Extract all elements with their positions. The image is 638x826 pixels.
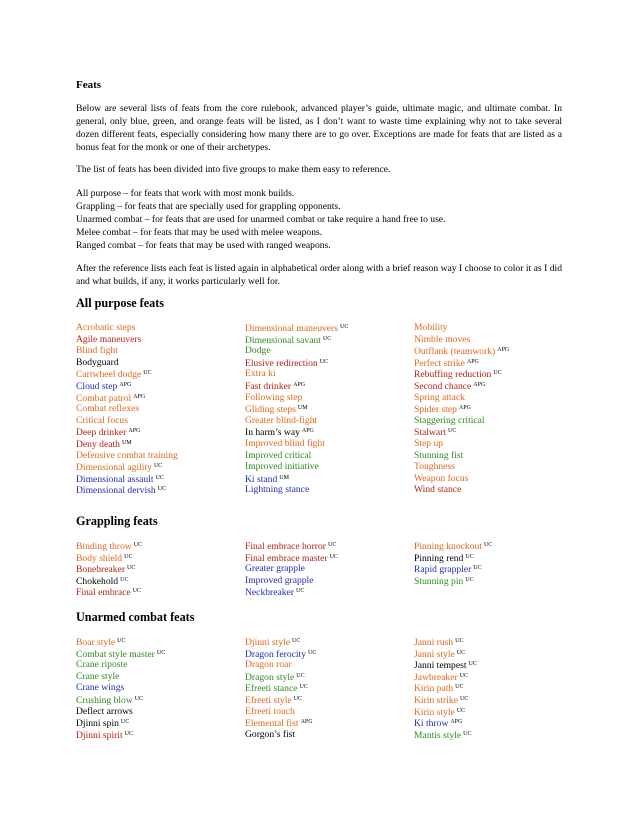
feat-name: Body shield [76, 552, 123, 564]
all-purpose-column-3 [414, 322, 509, 496]
group-line-unarmed: Unarmed combat – for feats that are used for unarmed combat or take require a hand free to use. [76, 214, 446, 225]
feat-item [76, 659, 165, 671]
feat-item [76, 415, 178, 427]
feat-item [76, 450, 178, 462]
feat-source-tag: UC [156, 649, 166, 656]
feat-source-tag: UC [456, 707, 466, 714]
feat-item [245, 368, 348, 380]
feat-name: Greater grapple [245, 563, 305, 575]
feat-item [76, 575, 142, 587]
feat-item [76, 334, 178, 346]
feat-item [76, 403, 178, 415]
feat-name: Kirin strike [414, 694, 458, 706]
feat-name: Dodge [245, 345, 271, 357]
feat-name: Final embrace master [245, 552, 328, 564]
group-line-all-purpose: All purpose – for feats that work with most monk builds. [76, 188, 295, 199]
feat-name: Agile maneuvers [76, 333, 142, 345]
feat-name: Cloud step [76, 380, 118, 392]
feat-item [76, 694, 165, 706]
feat-name: Djinni spirit [76, 729, 123, 741]
feat-name: Efreeti stance [245, 683, 298, 695]
feat-source-tag: UC [308, 649, 317, 656]
feat-name: Fast drinker [245, 380, 292, 392]
feat-source-tag: UC [153, 463, 163, 470]
feat-name: Efreeti style [245, 694, 292, 706]
feat-item [245, 357, 348, 369]
feat-item [76, 438, 178, 450]
feat-name: Final embrace horror [245, 541, 326, 552]
feat-source-tag: UC [455, 684, 464, 691]
section-title-all-purpose: All purpose feats [76, 296, 165, 310]
feat-item [76, 729, 165, 741]
feat-item [414, 717, 477, 729]
feat-name: Kirin style [414, 706, 455, 718]
feat-source-tag: UC [455, 638, 464, 644]
feat-item [76, 648, 165, 660]
feat-name: Step up [414, 437, 444, 449]
feat-source-tag: UC [465, 553, 474, 560]
feat-item [414, 322, 509, 334]
feat-name: Dragon style [245, 671, 295, 683]
feat-item [76, 540, 142, 552]
feat-item [245, 729, 316, 741]
feat-item [245, 694, 316, 706]
feat-item [414, 552, 492, 564]
feat-item [414, 345, 509, 357]
feat-name: Blind fight [76, 345, 118, 357]
feat-name: Gliding steps [245, 404, 296, 416]
group-line-grappling: Grappling – for feats that are specially used for grappling opponents. [76, 201, 341, 212]
feat-source-tag: UC [459, 672, 469, 679]
feat-name: Defensive combat training [76, 449, 178, 461]
feat-source-tag: UC [459, 695, 469, 702]
unarmed-column-3 [414, 636, 477, 740]
feat-source-tag: APG [301, 428, 314, 435]
feat-name: Stalwart [414, 427, 446, 439]
feat-name: Elusive redirection [245, 357, 318, 369]
feat-item [245, 717, 316, 729]
feat-source-tag: APG [128, 428, 141, 435]
feat-source-tag: APG [466, 358, 479, 365]
feat-item [245, 322, 348, 334]
feat-source-tag: APG [293, 381, 306, 388]
feat-name: Dragon ferocity [245, 648, 307, 660]
feat-name: Ki throw [414, 718, 449, 730]
feat-item [414, 380, 509, 392]
feat-item [414, 729, 477, 741]
groups-intro: The list of feats has been divided into five groups to make them easy to reference. [76, 164, 391, 175]
feat-name: Deep drinker [76, 427, 127, 439]
feat-source-tag: UM [297, 405, 308, 412]
page-title: Feats [76, 79, 102, 91]
feat-item [76, 368, 178, 380]
feat-item [414, 403, 509, 415]
feat-name: Dimensional dervish [76, 485, 156, 497]
feat-name: Deny death [76, 438, 120, 450]
feat-name: Binding throw [76, 541, 132, 552]
feat-item [414, 357, 509, 369]
feat-item [245, 540, 338, 552]
feat-source-tag: UC [296, 672, 305, 679]
feat-name: Rebuffing reduction [414, 369, 492, 381]
feat-name: Perfect strike [414, 357, 465, 369]
feat-source-tag: UC [120, 719, 130, 726]
feat-source-tag: UC [293, 695, 302, 702]
feat-name: Spring attack [414, 391, 465, 403]
feat-source-tag: APG [458, 405, 471, 412]
feat-source-tag: APG [497, 347, 510, 354]
feat-name: Crane riposte [76, 659, 128, 671]
feat-item [76, 563, 142, 575]
feat-item [414, 694, 477, 706]
feat-source-tag: APG [119, 381, 132, 388]
feat-item [245, 484, 348, 496]
feat-name: Ki stand [245, 473, 278, 485]
unarmed-column-2 [245, 636, 316, 740]
feat-item [245, 380, 348, 392]
feat-item [76, 682, 165, 694]
feat-source-tag: APG [473, 381, 486, 388]
feat-name: Pinning knockout [414, 541, 482, 552]
feat-item [414, 706, 477, 718]
feat-name: Crushing blow [76, 694, 133, 706]
feat-item [414, 671, 477, 683]
section-title-unarmed: Unarmed combat feats [76, 610, 195, 624]
feat-name: Janni rush [414, 637, 454, 648]
feat-source-tag: UC [473, 565, 482, 572]
feat-source-tag: UC [134, 695, 144, 702]
feat-source-tag: UC [124, 730, 133, 737]
feat-name: Crane wings [76, 682, 125, 694]
unarmed-column-1 [76, 636, 165, 740]
all-purpose-column-1 [76, 322, 178, 496]
feat-item [414, 461, 509, 473]
feat-item [76, 426, 178, 438]
feat-item [245, 403, 348, 415]
feat-name: Dimensional agility [76, 462, 152, 474]
feat-source-tag: UC [329, 553, 338, 560]
feat-item [245, 706, 316, 718]
feat-item [414, 438, 509, 450]
feat-name: Outflank (teamwork) [414, 346, 496, 358]
feat-name: Combat reflexes [76, 403, 140, 415]
feat-name: Rapid grappler [414, 564, 472, 576]
feat-name: Efreeti touch [245, 705, 295, 717]
feat-name: Elemental fist [245, 718, 299, 730]
feat-source-tag: UC [456, 649, 466, 656]
feat-source-tag: UC [319, 358, 329, 365]
feat-source-tag: UC [493, 370, 502, 377]
feat-item [76, 552, 142, 564]
group-line-melee: Melee combat – for feats that may be used with melee weapons. [76, 227, 323, 238]
feat-item [76, 392, 178, 404]
feat-item [245, 438, 348, 450]
grappling-column-1 [76, 540, 142, 598]
feat-source-tag: UC [132, 588, 141, 595]
feat-name: Weapon focus [414, 472, 469, 484]
reference-note: After the reference lists each feat is listed again in alphabetical order along with a brief reason way I choose to color it as I did and what builds, if any, it works particularly well for. [76, 263, 562, 287]
group-line-ranged: Ranged combat – for feats that may be used with ranged weapons. [76, 240, 331, 251]
feat-name: Mobility [414, 322, 448, 333]
feat-source-tag: UC [465, 576, 474, 583]
feat-item [414, 575, 492, 587]
feat-item [414, 636, 477, 648]
feat-name: Staggering critical [414, 414, 485, 426]
feat-name: Bonebreaker [76, 564, 126, 576]
feat-name: Dimensional assault [76, 473, 154, 485]
feat-item [414, 682, 477, 694]
feat-item [76, 461, 178, 473]
feat-name: Following step [245, 391, 303, 403]
feat-source-tag: UC [296, 588, 305, 595]
feat-item [245, 426, 348, 438]
feat-name: Critical focus [76, 414, 128, 426]
feat-source-tag: UC [292, 638, 301, 644]
feat-name: Jawbreaker [414, 671, 458, 683]
feat-source-tag: UC [133, 542, 143, 548]
feat-name: Djinni style [245, 637, 291, 648]
feat-item [414, 484, 509, 496]
feat-source-tag: UC [117, 638, 126, 644]
feat-item [245, 334, 348, 346]
feat-item [245, 575, 338, 587]
feat-name: Nimble moves [414, 333, 471, 345]
feat-item [76, 586, 142, 598]
feat-item [76, 357, 178, 369]
feat-source-tag: UC [339, 324, 349, 330]
feat-item [245, 415, 348, 427]
feat-item [245, 450, 348, 462]
feat-name: Crane style [76, 670, 120, 682]
feat-item [245, 659, 316, 671]
feat-name: Pinning rend [414, 552, 464, 564]
feat-item [76, 322, 178, 334]
feat-item [414, 415, 509, 427]
feat-name: Kirin path [414, 683, 454, 695]
feat-item [414, 334, 509, 346]
feat-source-tag: APG [300, 719, 313, 726]
feat-item [245, 671, 316, 683]
feat-name: Lightning stance [245, 484, 310, 496]
feat-item [76, 380, 178, 392]
feat-name: Cartwheel dodge [76, 369, 142, 381]
grappling-column-2 [245, 540, 338, 598]
feat-name: Boar style [76, 637, 116, 648]
feat-source-tag: UM [279, 474, 289, 481]
feat-name: Janni style [414, 648, 455, 660]
feat-name: Gorgon’s fist [245, 728, 296, 740]
feat-item [245, 552, 338, 564]
feat-name: Combat patrol [76, 392, 132, 404]
feat-name: Chokehold [76, 575, 119, 587]
feat-item [414, 368, 509, 380]
feat-item [245, 563, 338, 575]
feat-name: Acrobatic steps [76, 322, 136, 333]
feat-name: Improved blind fight [245, 437, 325, 449]
feat-item [414, 473, 509, 485]
feat-name: Deflect arrows [76, 705, 133, 717]
section-title-grappling: Grappling feats [76, 514, 158, 528]
feat-name: Djinni spin [76, 718, 119, 730]
feat-name: Improved critical [245, 449, 312, 461]
feat-source-tag: UC [120, 576, 129, 583]
feat-source-tag: UC [447, 428, 457, 435]
feat-name: Stunning pin [414, 575, 464, 587]
feat-name: Dimensional savant [245, 334, 321, 346]
feat-item [414, 648, 477, 660]
feat-name: Wind stance [414, 484, 462, 496]
feat-source-tag: UC [157, 486, 167, 493]
feat-source-tag: UC [463, 730, 472, 737]
feat-source-tag: UC [468, 661, 477, 668]
feat-item [245, 682, 316, 694]
feat-item [245, 345, 348, 357]
feat-source-tag: UC [124, 553, 133, 560]
feat-name: Extra ki [245, 368, 276, 380]
feat-name: Improved initiative [245, 461, 319, 473]
feat-name: Mantis style [414, 729, 462, 741]
intro-paragraph: Below are several lists of feats from the core rulebook, advanced player’s guide, ultimate magic, and ultimate combat. In general, only blue, green, and orange feats will be listed, as I don’t want to waste time explaining why not to take several dozen different feats, especially considering how many there are to go over. Exceptions are made for feats that are listed as a bonus feat for the monk or one of their archetypes. [76, 103, 562, 153]
feat-name: Neckbreaker [245, 587, 294, 599]
feat-name: Stunning fist [414, 449, 464, 461]
feat-item [76, 473, 178, 485]
feat-item [414, 540, 492, 552]
feat-name: In harm’s way [245, 427, 300, 439]
feat-item [414, 563, 492, 575]
feat-source-tag: UC [299, 684, 308, 691]
feat-item [414, 392, 509, 404]
feat-item [76, 636, 165, 648]
feat-item [76, 484, 178, 496]
feat-source-tag: UC [483, 542, 493, 548]
feat-name: Dimensional maneuvers [245, 323, 338, 334]
feat-item [245, 648, 316, 660]
feat-item [245, 473, 348, 485]
feat-item [245, 636, 316, 648]
feat-source-tag: APG [133, 393, 146, 400]
all-purpose-column-2 [245, 322, 348, 496]
feat-source-tag: UC [155, 474, 164, 481]
feat-source-tag: APG [450, 719, 463, 726]
feat-item [245, 461, 348, 473]
feat-name: Bodyguard [76, 356, 119, 368]
feat-item [76, 717, 165, 729]
feat-item [414, 426, 509, 438]
feat-name: Second chance [414, 380, 472, 392]
feat-name: Final embrace [76, 587, 131, 599]
feat-source-tag: UC [127, 565, 136, 572]
feat-source-tag: UC [322, 335, 332, 342]
feat-source-tag: UC [143, 370, 152, 377]
feat-item [245, 392, 348, 404]
feat-item [245, 586, 338, 598]
feat-item [76, 671, 165, 683]
feat-name: Dragon roar [245, 659, 292, 671]
feat-name: Spider step [414, 404, 457, 416]
feat-name: Toughness [414, 461, 455, 473]
feat-name: Greater blind-fight [245, 414, 318, 426]
feat-item [414, 450, 509, 462]
feat-item [76, 345, 178, 357]
feat-name: Improved grapple [245, 574, 314, 586]
feat-name: Janni tempest [414, 660, 467, 672]
feat-source-tag: UC [327, 542, 337, 548]
feat-item [414, 659, 477, 671]
feat-source-tag: UM [121, 439, 132, 446]
feat-name: Combat style master [76, 648, 155, 660]
feat-item [76, 706, 165, 718]
grappling-column-3 [414, 540, 492, 586]
